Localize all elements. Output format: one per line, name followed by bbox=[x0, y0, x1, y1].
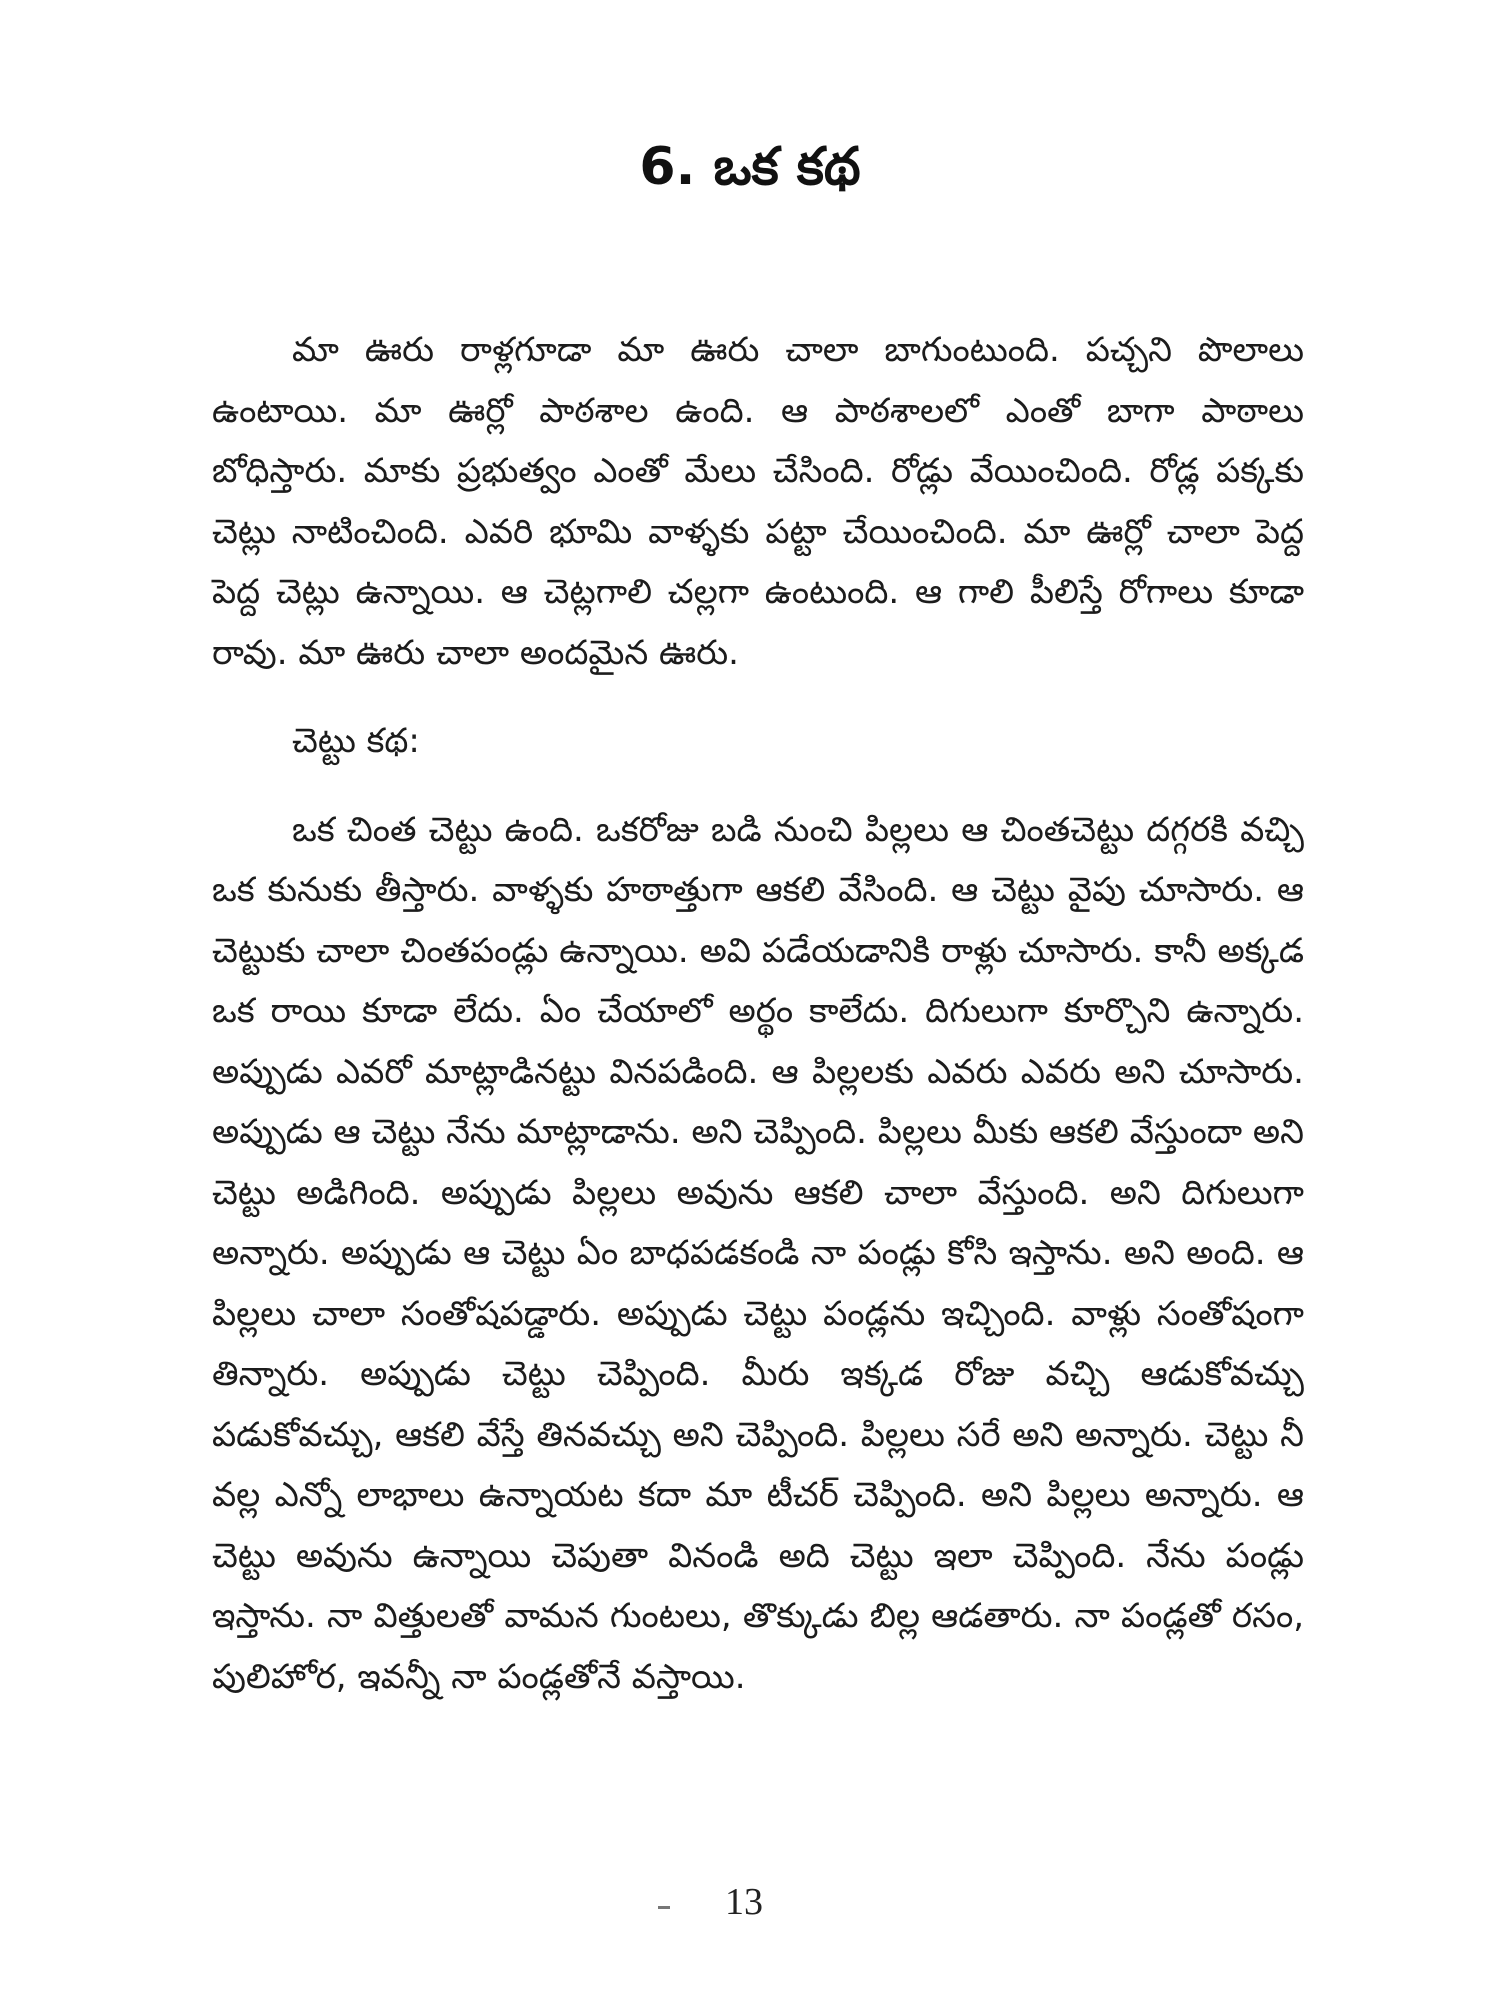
page-number: 13 bbox=[725, 1881, 763, 1923]
story-body bbox=[212, 320, 1304, 1707]
paragraph-tree-story: ఒక చింత చెట్టు ఉంది. ఒకరోజు బడి నుంచి పిల్లలు ఆ చింతచెట్టు దగ్గరకి వచ్చి ఒక కునుకు తీస్తారు. వాళ్ళకు హఠాత్తుగా ఆకలి వేసింది. ఆ చెట్టు వైపు చూసారు. ఆ చెట్టుకు చాలా చింతపండ్లు ఉన్నాయి. అవి పడేయడానికి రాళ్లు చూసారు. కానీ అక్కడ ఒక రాయి కూడా లేదు. ఏం చేయాలో అర్థం కాలేదు. దిగులుగా కూర్చొని ఉన్నారు. అప్పుడు ఎవరో మాట్లాడినట్టు వినపడింది. ఆ పిల్లలకు ఎవరు ఎవరు అని చూసారు. అప్పుడు ఆ చెట్టు నేను మాట్లాడాను. అని చెప్పింది. పిల్లలు మీకు ఆకలి వేస్తుందా అని చెట్టు అడిగింది. అప్పుడు పిల్లలు అవును ఆకలి చాలా వేస్తుంది. అని దిగులుగా అన్నారు. అప్పుడు ఆ చెట్టు ఏం బాధపడకండి నా పండ్లు కోసి ఇస్తాను. అని అంది. ఆ పిల్లలు చాలా సంతోషపడ్డారు. అప్పుడు చెట్టు పండ్లను ఇచ్చింది. వాళ్లు సంతోషంగా తిన్నారు. అప్పుడు చెట్టు చెప్పింది. మీరు ఇక్కడ రోజు వచ్చి ఆడుకోవచ్చు పడుకోవచ్చు, ఆకలి వేస్తే తినవచ్చు అని చెప్పింది. పిల్లలు సరే అని అన్నారు. చెట్టు నీ వల్ల ఎన్నో లాభాలు ఉన్నాయట కదా మా టీచర్ చెప్పింది. అని పిల్లలు అన్నారు. ఆ చెట్టు అవును ఉన్నాయి చెపుతా వినండి అది చెట్టు ఇలా చెప్పింది. నేను పండ్లు ఇస్తాను. నా విత్తులతో వామన గుంటలు, తొక్కుడు బిల్ల ఆడతారు. నా పండ్లతో రసం, పులిహోర, ఇవన్నీ నా పండ్లతోనే వస్తాయి. bbox=[212, 809, 1304, 1697]
section-subheading: చెట్టు కథ: bbox=[292, 721, 420, 761]
footer-dash bbox=[658, 1906, 670, 1909]
chapter-title: 6. ఒక కథ bbox=[639, 137, 861, 197]
paragraph-village: మా ఊరు రాళ్లగూడా మా ఊరు చాలా బాగుంటుంది. పచ్చని పొలాలు ఉంటాయి. మా ఊర్లో పాఠశాల ఉంది. ఆ పాఠశాలలో ఎంతో బాగా పాఠాలు బోధిస్తారు. మాకు ప్రభుత్వం ఎంతో మేలు చేసింది. రోడ్లు వేయించింది. రోడ్ల పక్కకు చెట్లు నాటించింది. ఎవరి భూమి వాళ్ళకు పట్టా చేయించింది. మా ఊర్లో చాలా పెద్ద పెద్ద చెట్లు ఉన్నాయి. ఆ చెట్లగాలి చల్లగా ఉంటుంది. ఆ గాలి పీలిస్తే రోగాలు కూడా రావు. మా ఊరు చాలా అందమైన ఊరు. bbox=[212, 330, 1304, 673]
